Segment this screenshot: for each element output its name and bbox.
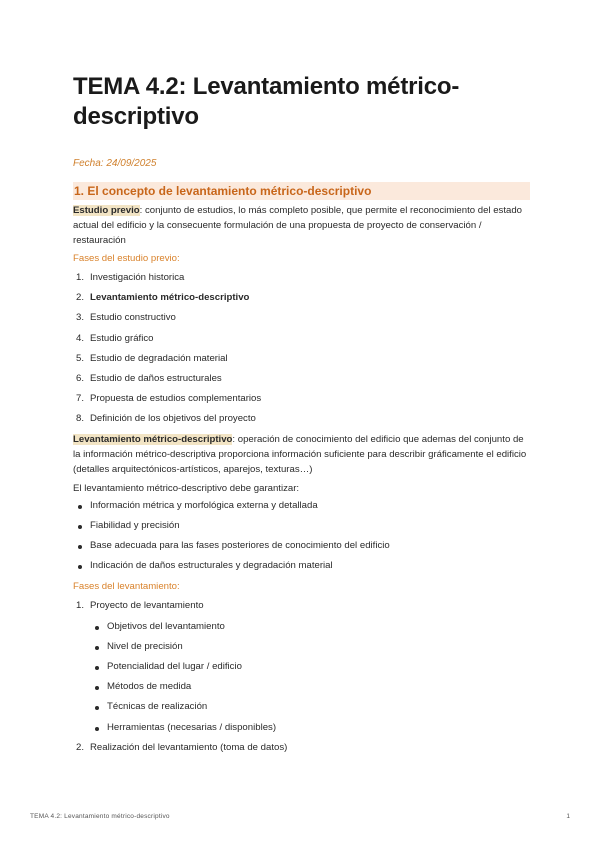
fases-estudio-heading: Fases del estudio previo: <box>73 253 180 264</box>
list-item <box>73 349 531 369</box>
section-heading: 1. El concepto de levantamiento métrico-descriptivo <box>73 182 530 200</box>
list-item <box>73 596 531 737</box>
list-item <box>73 738 531 758</box>
fases-levantamiento-heading: Fases del levantamiento: <box>73 581 180 593</box>
list-item-label: Proyecto de levantamiento <box>90 600 204 612</box>
list-item-number: 1. <box>76 600 85 612</box>
estudio-previo-paragraph <box>73 203 531 248</box>
sub-bullet-item: Técnicas de realización <box>90 697 531 717</box>
list-item-number: 6. <box>76 373 85 385</box>
list-item-number: 4. <box>76 332 85 344</box>
list-item-number: 2. <box>76 741 85 753</box>
sub-bullet-item: Objetivos del levantamiento <box>90 617 531 637</box>
list-item-label: Estudio constructivo <box>90 312 176 324</box>
levantamiento-term: Levantamiento métrico-descriptivo <box>73 433 233 445</box>
page-number: 1 <box>566 813 570 820</box>
bullet-item: Información métrica y morfológica externa y detallada <box>73 496 531 516</box>
bullet-item: Fiabilidad y precisión <box>73 516 531 536</box>
list-item-label: Estudio gráfico <box>90 332 154 344</box>
fase1-sublist <box>90 617 531 738</box>
fases-estudio-list <box>73 268 531 430</box>
list-item-number: 1. <box>76 272 85 283</box>
list-item-number: 7. <box>76 393 85 405</box>
fases-levantamiento-list <box>73 596 531 758</box>
garantizar-list <box>73 496 531 577</box>
list-item-label: Estudio de daños estructurales <box>90 373 222 385</box>
list-item <box>73 308 531 328</box>
garantizar-text: El levantamiento métrico-descriptivo debe garantizar: <box>73 482 300 494</box>
list-item <box>73 389 531 409</box>
bullet-item: Base adecuada para las fases posteriores de conocimiento del edificio <box>73 536 531 556</box>
list-item-label: Investigación historica <box>90 272 185 283</box>
levantamiento-paragraph <box>73 432 531 477</box>
estudio-previo-definition: : conjunto de estudios, lo más completo posible, que permite el reconocimiento del estado actual del edificio y la consecuente formulación de una propuesta de proyecto de conservación / restauración <box>73 205 523 246</box>
sub-bullet-item: Potencialidad del lugar / edificio <box>90 657 531 677</box>
list-item-number: 3. <box>76 312 85 324</box>
document-date: Fecha: 24/09/2025 <box>73 158 157 169</box>
list-item <box>73 409 531 429</box>
list-item <box>73 369 531 389</box>
list-item-number: 5. <box>76 352 85 364</box>
sub-bullet-item: Nivel de precisión <box>90 637 531 657</box>
list-item <box>73 268 531 288</box>
bullet-item: Indicación de daños estructurales y degradación material <box>73 556 531 576</box>
list-item-number: 8. <box>76 413 85 425</box>
list-item <box>73 329 531 349</box>
document-page <box>73 72 531 758</box>
list-item <box>73 288 531 308</box>
list-item-label: Estudio de degradación material <box>90 352 228 364</box>
list-item-label: Realización del levantamiento (toma de datos) <box>90 741 288 753</box>
sub-bullet-item: Herramientas (necesarias / disponibles) <box>90 718 531 738</box>
list-item-number: 2. <box>76 292 85 304</box>
estudio-previo-term: Estudio previo <box>73 205 140 216</box>
list-item-label: Definición de los objetivos del proyecto <box>90 413 256 425</box>
list-item-label: Propuesta de estudios complementarios <box>90 393 262 405</box>
sub-bullet-item: Métodos de medida <box>90 677 531 697</box>
page-title: TEMA 4.2: Levantamiento métrico-descriptivo <box>73 73 460 130</box>
page-footer: TEMA 4.2: Levantamiento métrico-descriptivo <box>30 813 170 820</box>
list-item-label: Levantamiento métrico-descriptivo <box>90 292 250 304</box>
levantamiento-definition: : operación de conocimiento del edificio que ademas del conjunto de la información métrico-descriptiva proporciona información suficiente para describir gráficamente el edificio (detalles arquitectónicos-artísticos, aparejos, texturas…) <box>73 433 527 475</box>
